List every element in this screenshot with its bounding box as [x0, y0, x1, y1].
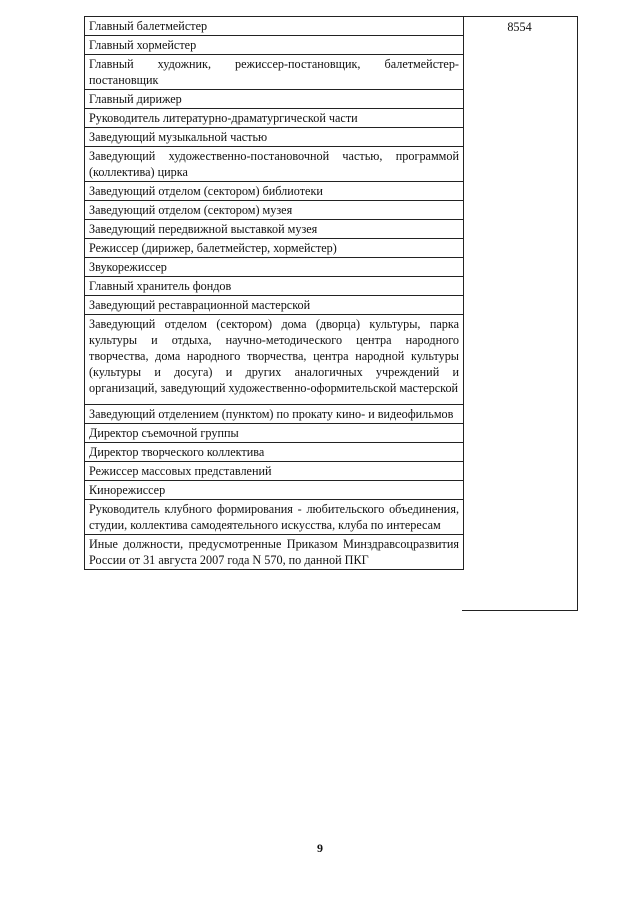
- table-row: [85, 36, 464, 55]
- position-cell: Заведующий передвижной выставкой музея: [85, 220, 464, 239]
- page-number: 9: [317, 841, 323, 855]
- position-cell: Главный дирижер: [85, 90, 464, 109]
- table-row: [85, 481, 464, 500]
- position-cell: Руководитель литературно-драматургической части: [85, 109, 464, 128]
- position-cell: Главный художник, режиссер-постановщик, балетмейстер-постановщик: [85, 55, 464, 90]
- position-cell: Главный хормейстер: [85, 36, 464, 55]
- positions-table: [84, 16, 464, 570]
- table-row: [85, 405, 464, 424]
- table-row: [85, 220, 464, 239]
- table-row: [85, 55, 464, 90]
- table-row: [85, 424, 464, 443]
- position-cell: Заведующий музыкальной частью: [85, 128, 464, 147]
- table-row: [85, 296, 464, 315]
- positions-table-body: [85, 17, 464, 570]
- table-row: [85, 443, 464, 462]
- salary-column: [462, 16, 578, 611]
- position-cell: Кинорежиссер: [85, 481, 464, 500]
- table-row: [85, 90, 464, 109]
- table-row: [85, 277, 464, 296]
- position-cell: Звукорежиссер: [85, 258, 464, 277]
- position-cell: Заведующий отделом (сектором) библиотеки: [85, 182, 464, 201]
- position-cell: Заведующий художественно-постановочной частью, программой (коллектива) цирка: [85, 147, 464, 182]
- position-cell: Руководитель клубного формирования - любительского объединения, студии, коллектива самодеятельного искусства, клуба по интересам: [85, 500, 464, 535]
- table-row: [85, 147, 464, 182]
- table-row: [85, 258, 464, 277]
- position-cell: Заведующий отделом (сектором) музея: [85, 201, 464, 220]
- position-cell: Режиссер массовых представлений: [85, 462, 464, 481]
- table-row: [85, 315, 464, 405]
- table-row: [85, 201, 464, 220]
- table-row: [85, 17, 464, 36]
- position-cell: Заведующий отделом (сектором) дома (дворца) культуры, парка культуры и отдыха, научно-методического центра народного творчества, дома народного творчества, центра народной культуры (культуры и досуга) и других аналогичных учреждений и организаций, заведующий художественно-оформительской мастерской: [85, 315, 464, 405]
- table-row: [85, 109, 464, 128]
- position-cell: Заведующий отделением (пунктом) по прокату кино- и видеофильмов: [85, 405, 464, 424]
- position-cell: Директор творческого коллектива: [85, 443, 464, 462]
- table-row: [85, 462, 464, 481]
- table-row: [85, 182, 464, 201]
- position-cell: Главный хранитель фондов: [85, 277, 464, 296]
- table-row: [85, 535, 464, 570]
- position-cell: Заведующий реставрационной мастерской: [85, 296, 464, 315]
- table-row: [85, 239, 464, 258]
- position-cell: Режиссер (дирижер, балетмейстер, хормейстер): [85, 239, 464, 258]
- position-cell: Директор съемочной группы: [85, 424, 464, 443]
- position-cell: Иные должности, предусмотренные Приказом Минздравсоцразвития России от 31 августа 2007 года N 570, по данной ПКГ: [85, 535, 464, 570]
- position-cell: Главный балетмейстер: [85, 17, 464, 36]
- table-row: [85, 128, 464, 147]
- salary-value: 8554: [507, 20, 532, 34]
- table-row: [85, 500, 464, 535]
